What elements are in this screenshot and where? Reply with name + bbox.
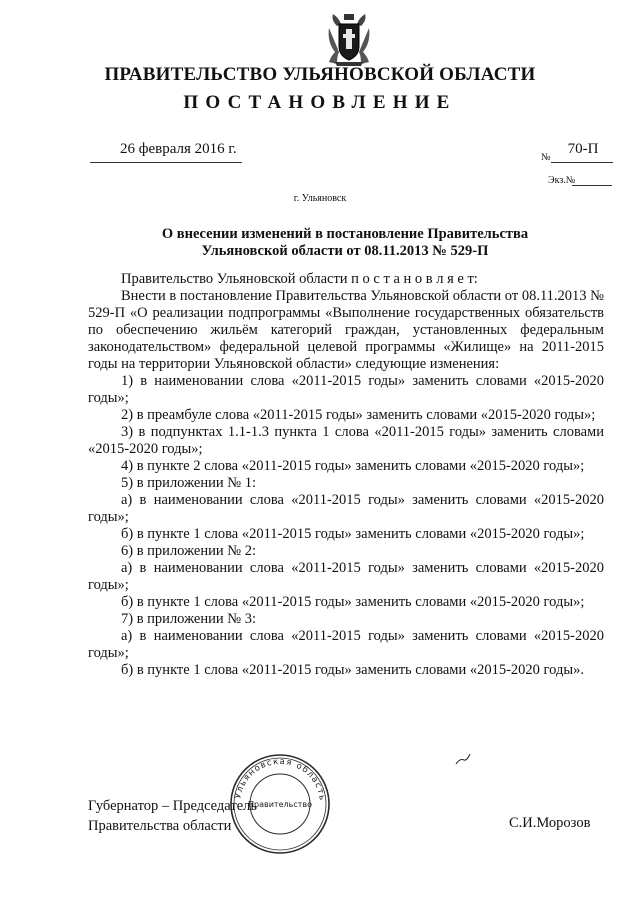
body-paragraph: а) в наименовании слова «2011-2015 годы» заменить словами «2015-2020 годы»; bbox=[88, 492, 604, 525]
position-line-1: Губернатор – Председатель bbox=[88, 798, 257, 814]
body-paragraph: 1) в наименовании слова «2011-2015 годы» заменить словами «2015-2020 годы»; bbox=[88, 373, 604, 406]
document-heading bbox=[150, 226, 540, 260]
body-paragraph: Правительство Ульяновской области п о с т а н о в л я е т: bbox=[121, 271, 478, 287]
position-line-2: Правительства области bbox=[88, 818, 232, 834]
body-paragraph: 4) в пункте 2 слова «2011-2015 годы» заменить словами «2015-2020 годы»; bbox=[121, 458, 585, 474]
body-paragraph: Внести в постановление Правительства Ульяновской области от 08.11.2013 № 529-П «О реализации подпрограммы «Выполнение государственных обязательств по обеспечению жильём категорий граждан, установленных федеральным законодательством» федеральной целевой программы «Жилище» на 2011-2015 годы на территории Ульяновской области» следующие изменения: bbox=[88, 288, 604, 372]
document-number: 70-П bbox=[567, 141, 599, 157]
copy-number-label: Экз.№ bbox=[548, 175, 576, 186]
document-type-title: ПОСТАНОВЛЕНИЕ bbox=[183, 92, 457, 113]
city: г. Ульяновск bbox=[293, 193, 347, 204]
body-paragraph: 2) в преамбуле слова «2011-2015 годы» заменить словами «2015-2020 годы»; bbox=[121, 407, 596, 423]
body-paragraph: а) в наименовании слова «2011-2015 годы» заменить словами «2015-2020 годы»; bbox=[88, 628, 604, 661]
official-seal bbox=[228, 752, 332, 856]
body-paragraph: б) в пункте 1 слова «2011-2015 годы» заменить словами «2015-2020 годы»; bbox=[121, 594, 585, 610]
heading-line-2: Ульяновской области от 08.11.2013 № 529-П bbox=[201, 243, 489, 259]
body-paragraph: 7) в приложении № 3: bbox=[121, 611, 256, 627]
government-title: ПРАВИТЕЛЬСТВО УЛЬЯНОВСКОЙ ОБЛАСТИ bbox=[104, 64, 536, 85]
document-body bbox=[88, 271, 604, 679]
body-paragraph: 3) в подпунктах 1.1-1.3 пункта 1 слова «2011-2015 годы» заменить словами «2015-2020 годы»; bbox=[88, 424, 604, 457]
copy-number-underline bbox=[572, 185, 612, 186]
handwritten-mark bbox=[454, 752, 472, 766]
body-paragraph: б) в пункте 1 слова «2011-2015 годы» заменить словами «2015-2020 годы»; bbox=[121, 526, 585, 542]
number-underline bbox=[551, 162, 613, 163]
body-paragraph: а) в наименовании слова «2011-2015 годы» заменить словами «2015-2020 годы»; bbox=[88, 560, 604, 593]
number-sign: № bbox=[541, 152, 551, 163]
body-paragraph: 6) в приложении № 2: bbox=[121, 543, 256, 559]
body-paragraph: б) в пункте 1 слова «2011-2015 годы» заменить словами «2015-2020 годы». bbox=[121, 662, 584, 678]
body-paragraph: 5) в приложении № 1: bbox=[121, 475, 256, 491]
document-date: 26 февраля 2016 г. bbox=[120, 141, 237, 157]
coat-of-arms-emblem bbox=[325, 12, 373, 68]
svg-text:Ульяновская область bbox=[233, 757, 327, 802]
heading-line-1: О внесении изменений в постановление Правительства bbox=[161, 226, 529, 242]
seal-ring-text: Ульяновская область bbox=[233, 756, 327, 803]
seal-center-text: Правительство bbox=[248, 800, 312, 809]
signatory-name: С.И.Морозов bbox=[509, 815, 591, 831]
date-underline bbox=[90, 162, 242, 163]
